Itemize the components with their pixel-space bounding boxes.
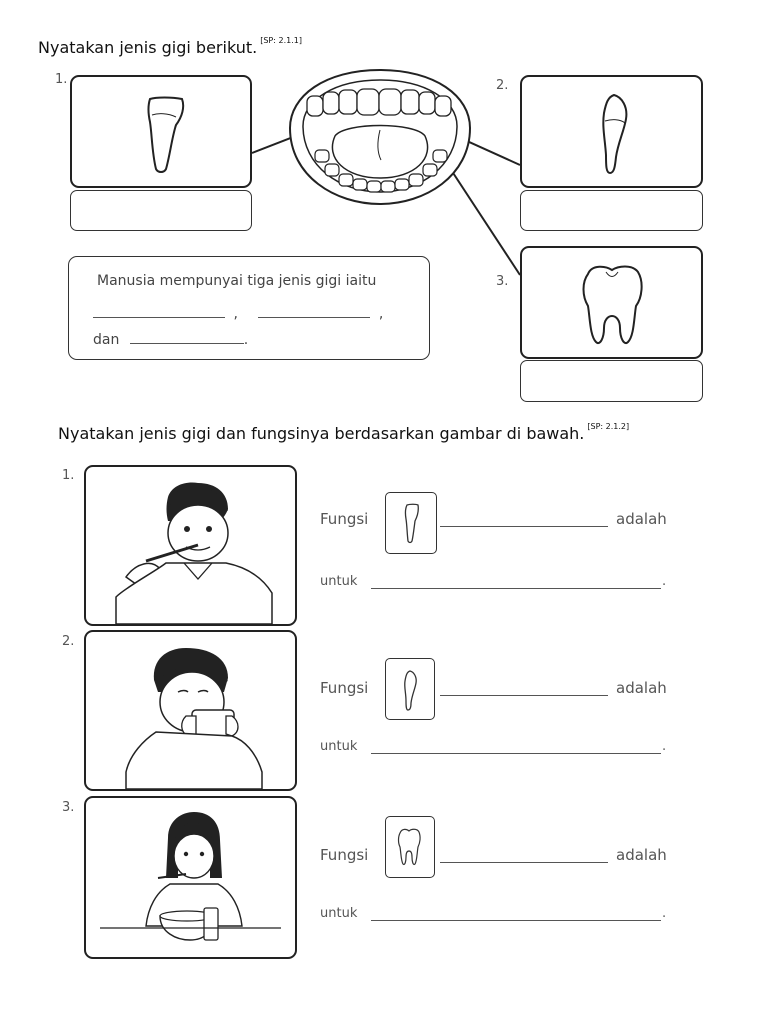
tooth-type-blank-3[interactable] [440, 846, 608, 863]
canine-icon [386, 659, 433, 718]
item3-number: 3. [496, 274, 509, 289]
summary-blanks-line2: , , [93, 303, 383, 322]
tooth-type-blank-1[interactable] [440, 510, 608, 527]
answer-box-3[interactable] [520, 360, 703, 402]
untuk-label-2: untuk [320, 739, 358, 754]
picture-box-1 [84, 465, 297, 626]
mouth-diagram-icon [285, 66, 475, 208]
item2-number: 2. [496, 78, 509, 93]
picture-box-3 [84, 796, 297, 959]
function-blank-2[interactable] [371, 739, 661, 754]
boy-brushing-teeth-icon [86, 467, 295, 624]
adalah-label-3: adalah [616, 846, 667, 864]
molar-icon [386, 817, 433, 876]
function-blank-1[interactable] [371, 574, 661, 589]
adalah-label-2: adalah [616, 679, 667, 697]
summary-text-line1: Manusia mempunyai tiga jenis gigi iaitu [97, 273, 377, 289]
row2-number: 2. [62, 634, 75, 649]
adalah-label-1: adalah [616, 510, 667, 528]
section2-title: Nyatakan jenis gigi dan fungsinya berdasarkan gambar di bawah. [SP: 2.1.2] [58, 422, 630, 443]
tooth-picture-box-3 [520, 246, 703, 359]
section2-ref: [SP: 2.1.2] [587, 422, 630, 431]
item1-number: 1. [55, 72, 68, 87]
fungsi-label-1: Fungsi [320, 510, 369, 528]
section1-title: Nyatakan jenis gigi berikut. [SP: 2.1.1] [38, 36, 302, 57]
molar-icon [522, 248, 701, 357]
blank-3[interactable] [130, 329, 244, 344]
incisor-icon [386, 493, 435, 552]
row1-number: 1. [62, 468, 75, 483]
incisor-icon [72, 77, 250, 186]
untuk-label-3: untuk [320, 906, 358, 921]
tooth-thumb-3 [385, 816, 435, 878]
girl-eating-icon [86, 798, 295, 957]
untuk-label-1: untuk [320, 574, 358, 589]
tooth-thumb-1 [385, 492, 437, 554]
fungsi-label-2: Fungsi [320, 679, 369, 697]
answer-box-2[interactable] [520, 190, 703, 231]
row3-number: 3. [62, 800, 75, 815]
function-blank-3[interactable] [371, 906, 661, 921]
fungsi-label-3: Fungsi [320, 846, 369, 864]
tooth-picture-box-2 [520, 75, 703, 188]
blank-1[interactable] [93, 303, 225, 318]
section1-ref: [SP: 2.1.1] [260, 36, 302, 45]
canine-icon [522, 77, 701, 186]
tooth-type-blank-2[interactable] [440, 679, 608, 696]
summary-blanks-line3: dan . [93, 329, 248, 348]
tooth-picture-box-1 [70, 75, 252, 188]
summary-box [68, 256, 430, 360]
picture-box-2 [84, 630, 297, 791]
answer-box-1[interactable] [70, 190, 252, 231]
boy-biting-bread-icon [86, 632, 295, 789]
tooth-thumb-2 [385, 658, 435, 720]
blank-2[interactable] [258, 303, 370, 318]
